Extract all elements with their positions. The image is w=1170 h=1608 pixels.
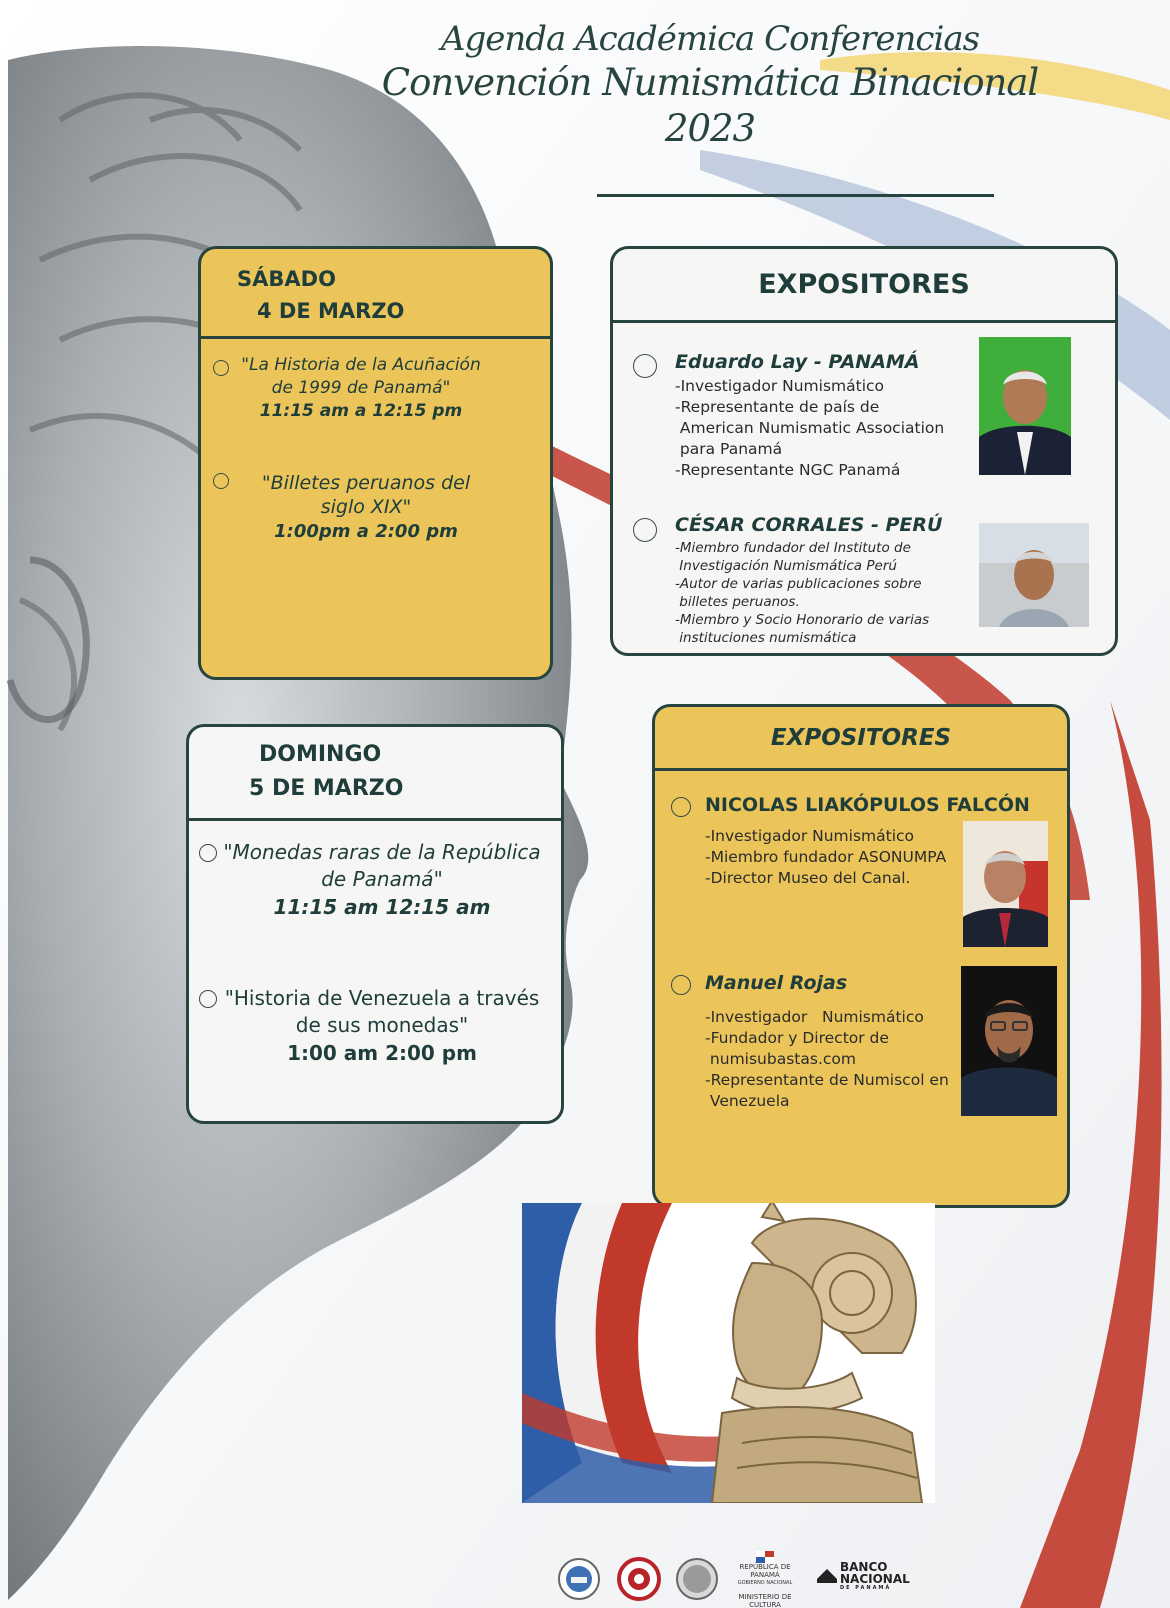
bio-line: -Miembro y Socio Honorario de varias <box>675 612 930 628</box>
talk-time: 1:00 am 2:00 pm <box>287 1041 477 1065</box>
sunday-header <box>189 727 561 821</box>
bio-line: -Investigador Numismático <box>705 827 915 845</box>
speaker-manuel-name: Manuel Rojas <box>705 972 848 994</box>
expositores-sunday-header <box>655 707 1067 771</box>
speaker-eduardo-radio[interactable] <box>633 354 657 378</box>
speaker-eduardo-photo <box>979 337 1071 475</box>
sunday-talk-1-radio[interactable] <box>199 844 217 862</box>
association-seal-icon <box>557 1557 601 1601</box>
bio-line: -Representante de Numiscol en <box>705 1071 949 1089</box>
banco-line-3: DE PANAMÁ <box>840 1585 892 1591</box>
title-line-2: Convención Numismática Binacional 2023 <box>381 61 1039 150</box>
talk-time: 11:15 am a 12:15 pm <box>259 401 463 421</box>
banco-nacional-logo <box>840 1561 910 1591</box>
page-title <box>360 18 1060 152</box>
expositores-saturday-header <box>613 249 1115 323</box>
panama-flag-icon <box>756 1551 774 1563</box>
banco-nacional-icon <box>817 1565 837 1585</box>
expositores-sunday-card <box>652 704 1070 1208</box>
bio-line: American Numismatic Association <box>675 419 945 437</box>
speaker-manuel-photo <box>961 966 1057 1116</box>
bio-line: Investigación Numismática Perú <box>675 558 897 574</box>
speaker-manuel-bio <box>705 1007 949 1112</box>
speaker-cesar-radio[interactable] <box>633 518 657 542</box>
talk-time: 1:00pm a 2:00 pm <box>274 521 458 542</box>
speaker-eduardo-name: Eduardo Lay - PANAMÁ <box>675 351 920 373</box>
bio-line: -Miembro fundador del Instituto de <box>675 540 911 556</box>
sunday-talk-2-radio[interactable] <box>199 990 217 1008</box>
talk-title-line: "La Historia de la Acuñación <box>241 355 481 375</box>
expositores-heading: EXPOSITORES <box>770 724 952 751</box>
bio-line: -Fundador y Director de <box>705 1029 889 1047</box>
title-line-1: Agenda Académica Conferencias <box>440 19 980 59</box>
bio-line: billetes peruanos. <box>675 594 800 610</box>
banco-line-1: BANCO <box>840 1560 888 1574</box>
bio-line: instituciones numismática <box>675 630 857 646</box>
speaker-manuel-radio[interactable] <box>671 975 691 995</box>
sunday-date-label: 5 DE MARZO <box>249 776 404 801</box>
talk-title-line: de 1999 de Panamá" <box>271 378 451 398</box>
talk-title-line: "Billetes peruanos del <box>261 472 471 494</box>
expositores-saturday-card <box>610 246 1118 656</box>
expositores-heading: EXPOSITORES <box>758 269 970 300</box>
saturday-talk-2 <box>231 471 501 545</box>
speaker-nicolas-name: NICOLAS LIAKÓPULOS FALCÓN <box>705 794 1030 816</box>
gobierno-text: GOBIERNO NACIONAL <box>737 1580 793 1586</box>
talk-title-line: de sus monedas" <box>295 1013 469 1037</box>
speaker-nicolas-bio <box>705 826 946 889</box>
bio-line: -Director Museo del Canal. <box>705 869 911 887</box>
saturday-day-label: SÁBADO <box>237 267 336 291</box>
speaker-cesar-bio <box>675 539 929 647</box>
saturday-talk-1-radio[interactable] <box>213 360 229 376</box>
coin-seal-icon <box>675 1557 719 1601</box>
bio-line: -Investigador Numismático <box>675 377 885 395</box>
talk-title-line: "Historia de Venezuela a través <box>224 986 540 1010</box>
speaker-cesar-name: CÉSAR CORRALES - PERÚ <box>675 514 943 536</box>
saturday-date-label: 4 DE MARZO <box>257 299 405 323</box>
sunday-schedule-card <box>186 724 564 1124</box>
balboa-medal-image <box>522 1203 935 1503</box>
bio-line: -Representante NGC Panamá <box>675 461 901 479</box>
speaker-eduardo-bio <box>675 376 944 481</box>
ministerio-logo <box>725 1551 805 1608</box>
bio-line: -Representante de país de <box>675 398 880 416</box>
sponsor-logos <box>555 1551 915 1607</box>
speaker-nicolas-radio[interactable] <box>671 797 691 817</box>
bio-line: numisubastas.com <box>705 1050 856 1068</box>
saturday-schedule-card <box>198 246 553 680</box>
saturday-talk-1 <box>231 354 491 423</box>
bio-line: -Autor de varias publicaciones sobre <box>675 576 922 592</box>
sunday-talk-1 <box>223 839 541 921</box>
talk-title-line: "Monedas raras de la República <box>223 840 541 864</box>
talk-title-line: siglo XIX" <box>320 496 412 518</box>
bio-line: para Panamá <box>675 440 783 458</box>
banco-line-2: NACIONAL <box>840 1572 910 1586</box>
numismatic-society-seal-icon <box>617 1557 661 1601</box>
talk-time: 11:15 am 12:15 am <box>273 895 491 919</box>
saturday-talk-2-radio[interactable] <box>213 473 229 489</box>
sunday-talk-2 <box>223 985 541 1067</box>
republica-text: REPÚBLICA DE PANAMÁ <box>739 1563 791 1579</box>
bio-line: Venezuela <box>705 1092 790 1110</box>
speaker-cesar-photo <box>979 523 1089 627</box>
bio-line: -Miembro fundador ASONUMPA <box>705 848 947 866</box>
sunday-day-label: DOMINGO <box>259 742 382 767</box>
bio-line: -Investigador Numismático <box>705 1008 924 1026</box>
ministerio-text: MINISTERIO DE CULTURA <box>738 1593 792 1608</box>
saturday-header <box>201 249 550 339</box>
title-divider <box>597 194 994 197</box>
speaker-nicolas-photo <box>963 821 1048 947</box>
talk-title-line: de Panamá" <box>321 867 443 891</box>
